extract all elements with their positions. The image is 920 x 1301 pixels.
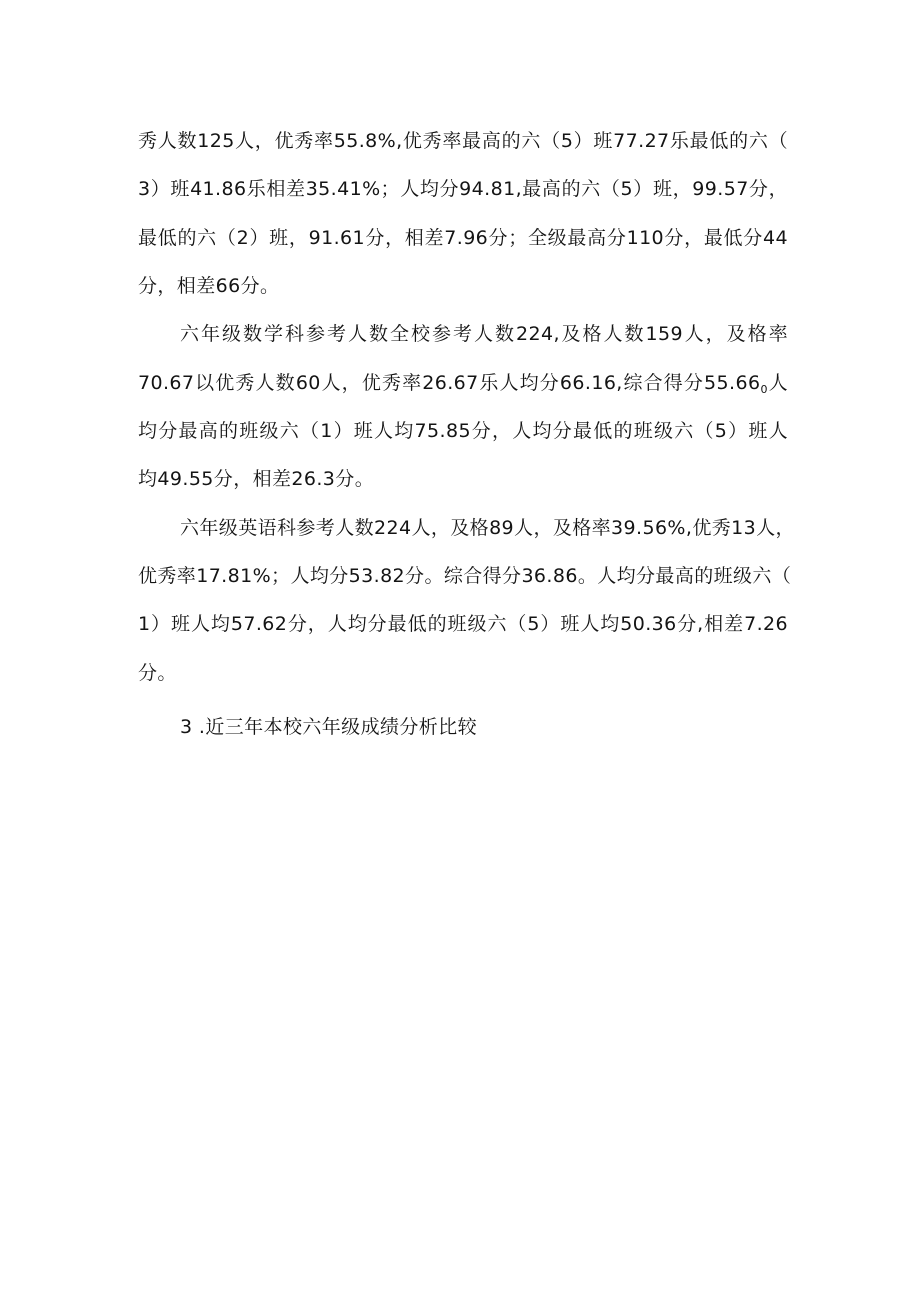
paragraph-2-line-3: 均分最高的班级六（1）班人均75.85分，人均分最低的班级六（5）班人 [138, 420, 788, 442]
paragraph-2-line-2-tail: 人 [767, 372, 788, 394]
paragraph-3-line-2: 优秀率17.81%；人均分53.82分。综合得分36.86。人均分最高的班级六（ [138, 565, 792, 587]
paragraph-1-line-1: 秀人数125人，优秀率55.8%,优秀率最高的六（5）班77.27乐最低的六（ [138, 130, 788, 152]
paragraph-2-line-4: 均49.55分，相差26.3分。 [138, 468, 375, 490]
paragraph-2-line-2 [138, 371, 788, 402]
paragraph-2-line-2-text: 70.67以优秀人数60人，优秀率26.67乐人均分66.16,综合得分55.66 [138, 372, 761, 394]
section-heading: 3 .近三年本校六年级成绩分析比较 [180, 716, 477, 738]
paragraph-1-line-2: 3）班41.86乐相差35.41%；人均分94.81,最高的六（5）班，99.57分， [138, 178, 788, 200]
paragraph-3-line-3: 1）班人均57.62分，人均分最低的班级六（5）班人均50.36分,相差7.26 [138, 613, 788, 635]
paragraph-2-subscript: 0 [760, 383, 768, 396]
paragraph-2-line-1: 六年级数学科参考人数全校参考人数224,及格人数159人，及格率 [180, 323, 788, 345]
paragraph-1-line-3: 最低的六（2）班，91.61分，相差7.96分；全级最高分110分，最低分44 [138, 227, 788, 249]
paragraph-1-line-4: 分，相差66分。 [138, 275, 280, 297]
paragraph-3-line-4: 分。 [138, 662, 177, 684]
paragraph-3-line-1: 六年级英语科参考人数224人，及格89人，及格率39.56%,优秀13人， [180, 517, 795, 539]
